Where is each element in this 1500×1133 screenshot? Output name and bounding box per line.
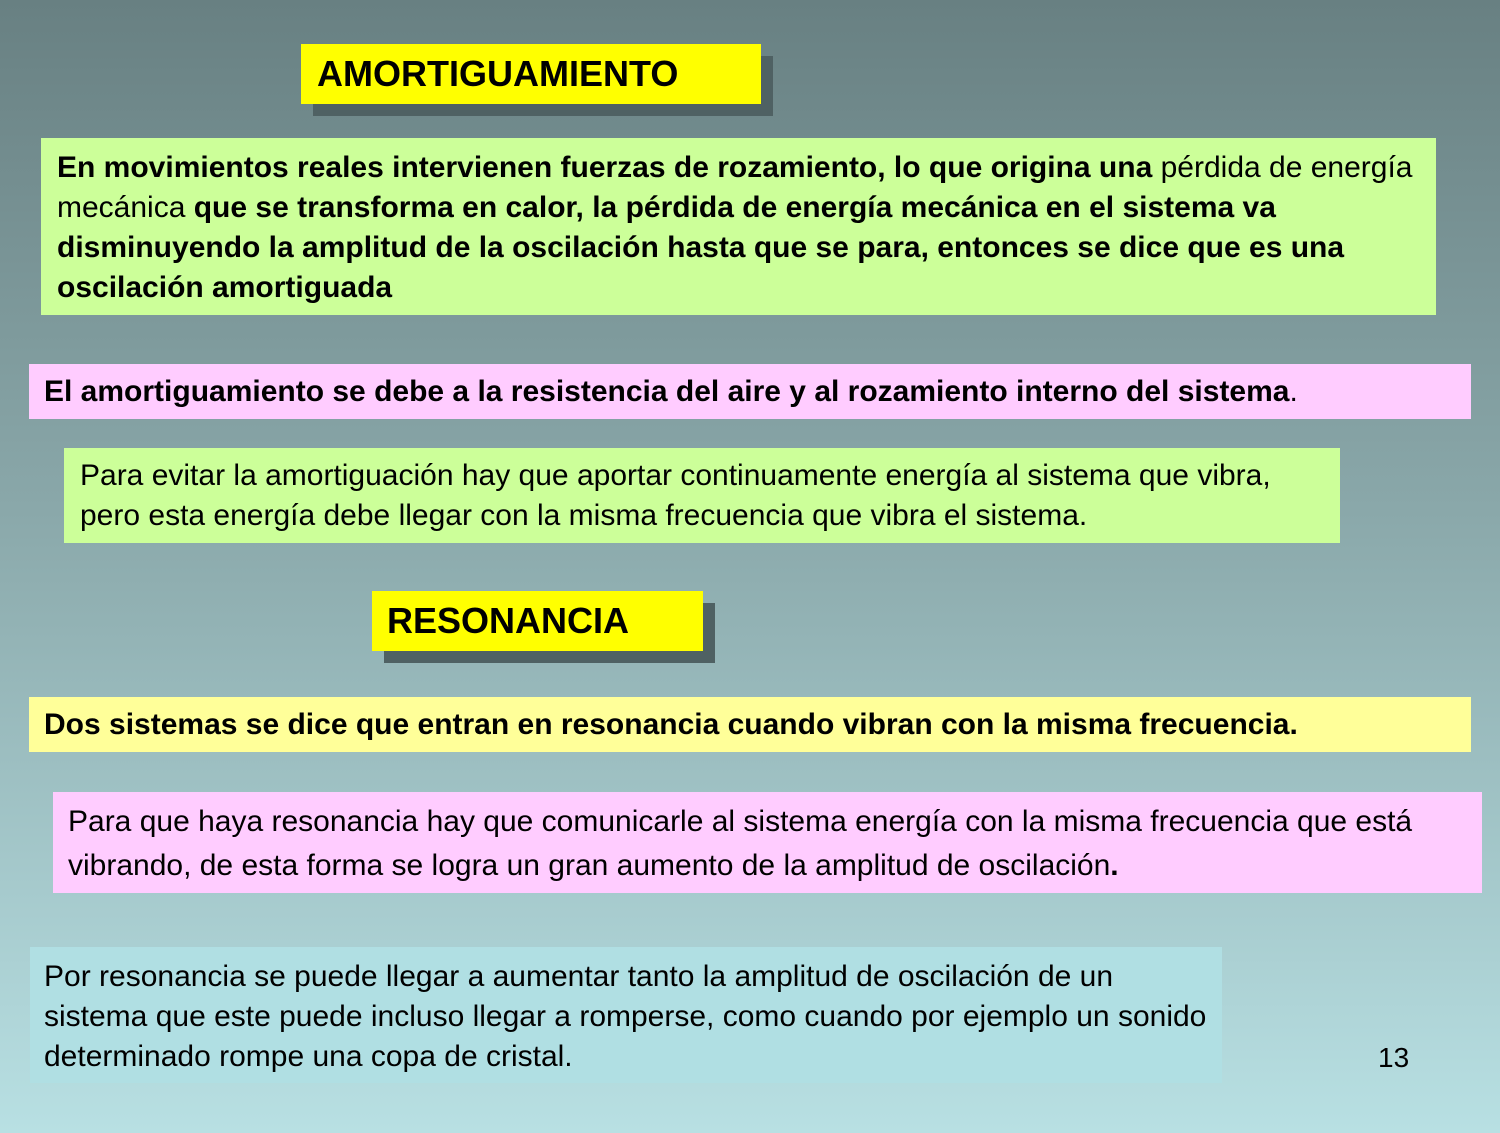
paragraph-normal-part: Para que haya resonancia hay que comunicarle al sistema energía con la misma frecuencia que está vibrando, de esta forma se logra un gran aumento de la amplitud de oscilación xyxy=(68,805,1413,882)
paragraph-amortiguamiento-avoid: Para evitar la amortiguación hay que aportar continuamente energía al sistema que vibra, pero esta energía debe llegar con la misma frecuencia que vibra el sistema. xyxy=(64,448,1340,543)
paragraph-normal-part: . xyxy=(1289,375,1298,408)
section-title-resonancia: RESONANCIA xyxy=(372,591,703,651)
paragraph-amortiguamiento-definition xyxy=(41,138,1436,315)
paragraph-resonancia-break: Por resonancia se puede llegar a aumentar tanto la amplitud de oscilación de un sistema que este puede incluso llegar a romperse, como cuando por ejemplo un sonido determinado rompe una copa de cristal. xyxy=(30,947,1222,1083)
paragraph-bold-part: En movimientos reales intervienen fuerzas de rozamiento, lo que origina una xyxy=(57,151,1161,184)
paragraph-bold-part: El amortiguamiento se debe a la resistencia del aire y al rozamiento interno del sistema xyxy=(44,375,1290,408)
paragraph-normal-part: pérdida de energía mecánica xyxy=(57,151,1413,224)
section-title-amortiguamiento: AMORTIGUAMIENTO xyxy=(301,44,761,104)
paragraph-amortiguamiento-cause xyxy=(29,364,1471,419)
paragraph-resonancia-definition: Dos sistemas se dice que entran en resonancia cuando vibran con la misma frecuencia. xyxy=(29,697,1471,752)
page-number: 13 xyxy=(1378,1042,1410,1073)
paragraph-resonancia-condition xyxy=(53,792,1482,893)
paragraph-bold-part: que se transforma en calor, la pérdida de energía mecánica en el sistema va disminuyendo la amplitud de la oscilación hasta que se para, entonces se dice que es una oscilación amortiguada xyxy=(57,191,1345,304)
paragraph-bold-part: . xyxy=(1110,849,1119,882)
